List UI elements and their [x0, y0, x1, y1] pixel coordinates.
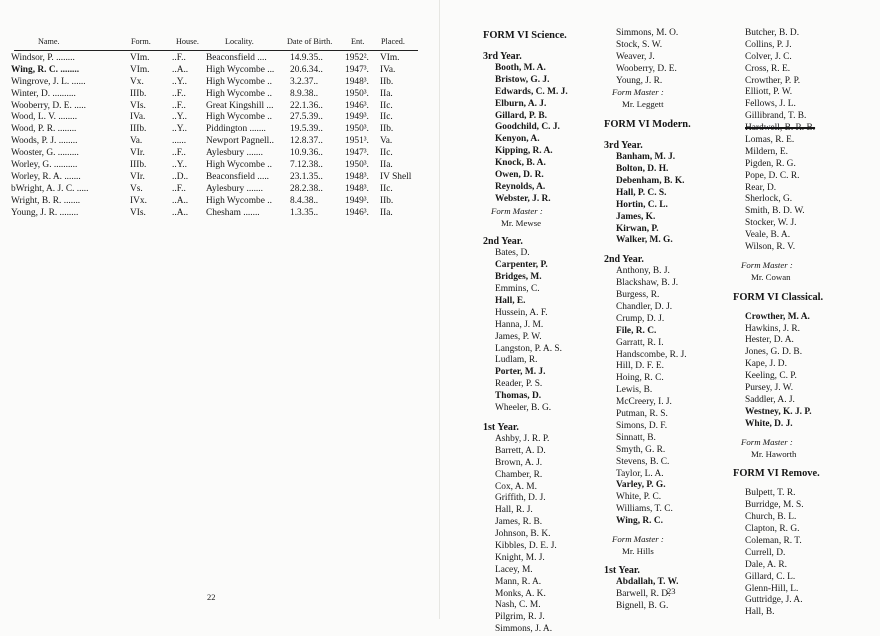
cell-locality: Great Kingshill ...	[206, 100, 274, 111]
list-item: White, P. C.	[616, 492, 662, 503]
list-item: Mildern, E.	[745, 146, 788, 157]
list-item: Ashby, J. R. P.	[495, 433, 550, 444]
list-item: Brown, A. J.	[495, 457, 543, 468]
cell-locality: Piddington .......	[206, 124, 266, 135]
cell-dob: 23.1.35..	[290, 171, 323, 182]
cell-dob: 22.1.36..	[290, 100, 323, 111]
form-master-label: Form Master :	[612, 87, 664, 98]
student-table	[0, 53, 440, 219]
cell-placed: IIc.	[380, 183, 393, 194]
list-item-bold: Crowther, M. A.	[745, 311, 810, 322]
cell-locality: High Wycombe ...	[206, 64, 275, 75]
list-item: Bates, D.	[495, 248, 530, 259]
cell-house: ..Y..	[172, 160, 187, 171]
list-item: Bignell, B. G.	[616, 600, 669, 611]
cell-house: ..F..	[172, 148, 186, 159]
list-item-bold: Bolton, D. H.	[616, 164, 669, 175]
cell-house: ..F..	[172, 53, 186, 63]
list-item: Jones, G. D. B.	[745, 347, 803, 358]
list-item: Garratt, R. I.	[616, 337, 664, 348]
list-item-bold: Banham, M. J.	[616, 152, 676, 163]
list-item: Elliott, P. W.	[745, 87, 793, 98]
list-item: Hall, R. J.	[495, 505, 533, 516]
cell-form: IIIb.	[130, 124, 147, 135]
cell-locality: High Wycombe ..	[206, 76, 272, 87]
list-item: Saddler, A. J.	[745, 394, 795, 405]
cell-form: IVx.	[130, 195, 147, 206]
list-item: Monks, A. K.	[495, 588, 546, 599]
form-master-label: Form Master :	[612, 533, 664, 544]
list-item: Lewis, B.	[616, 385, 653, 396]
list-item-bold: File, R. C.	[616, 325, 657, 336]
cell-form: Vx.	[130, 76, 144, 87]
cell-dob: 28.2.38..	[290, 183, 323, 194]
cell-dob: 14.9.35..	[290, 53, 323, 63]
header-dob: Date of Birth.	[287, 37, 333, 46]
header-placed: Placed.	[381, 37, 405, 46]
cell-house: ..A..	[172, 195, 189, 206]
header-locality: Locality.	[225, 37, 254, 46]
cell-placed: IVa.	[380, 64, 396, 75]
cell-name: Worley, R. A. .......	[11, 171, 81, 182]
list-item-bold: Varley, P. G.	[616, 480, 666, 491]
cell-ent: 1948³.	[345, 171, 369, 182]
list-item-bold: Debenham, B. K.	[616, 176, 685, 187]
cell-ent: 1946³.	[345, 207, 369, 218]
cell-dob: 1.3.35..	[290, 207, 319, 218]
list-item-bold: Westney, K. J. P.	[745, 406, 812, 417]
list-item-bold: Carpenter, P.	[495, 260, 548, 271]
list-item: Veale, B. A.	[745, 230, 791, 241]
list-item: Cox, A. M.	[495, 481, 537, 492]
year-heading: 1st Year.	[483, 421, 519, 433]
list-item: Smith, B. D. W.	[745, 206, 805, 217]
cell-form: VIr.	[130, 148, 145, 159]
cell-name: Wright, B. R. .......	[11, 195, 81, 206]
cell-name: Wing, R. C. ........	[11, 64, 80, 75]
list-item: Young, J. R.	[616, 75, 663, 86]
cell-dob: 12.8.37..	[290, 136, 323, 147]
list-item: Collins, P. J.	[745, 39, 792, 50]
table-row	[0, 148, 440, 160]
cell-house: ..A..	[172, 207, 189, 218]
cell-form: IVa.	[130, 112, 146, 123]
list-item: Hill, D. F. E.	[616, 361, 664, 372]
list-item: Lacey, M.	[495, 564, 533, 575]
list-item-bold: Bristow, G. J.	[495, 74, 550, 85]
list-item: Clapton, R. G.	[745, 524, 800, 535]
list-item-bold: Kenyon, A.	[495, 134, 540, 145]
cell-form: VIm.	[130, 53, 150, 63]
form-master-label: Form Master :	[491, 205, 543, 216]
list-item: McCreery, I. J.	[616, 397, 672, 408]
cell-house: ..F..	[172, 183, 186, 194]
cell-locality: Newport Pagnell..	[206, 136, 274, 147]
cell-dob: 10.9.36..	[290, 148, 323, 159]
list-item: Colver, J. C.	[745, 51, 792, 62]
cell-form: IIIb.	[130, 160, 147, 171]
cell-name: Windsor, P. ........	[11, 53, 75, 63]
cell-dob: 7.12.38..	[290, 160, 323, 171]
table-row	[0, 124, 440, 136]
list-item-bold: White, D. J.	[745, 418, 793, 429]
cell-locality: Chesham .......	[206, 207, 260, 218]
list-item: Emmins, C.	[495, 284, 540, 295]
list-item-bold: Gillard, P. B.	[495, 110, 548, 121]
cell-placed: IIb.	[380, 124, 394, 135]
list-item: Sinnatt, B.	[616, 432, 656, 443]
cell-form: VIs.	[130, 100, 146, 111]
list-item: Guttridge, J. A.	[745, 595, 803, 606]
cell-house: ..D..	[172, 171, 189, 182]
cell-placed: IIc.	[380, 112, 393, 123]
list-item: Barwell, R. D.	[616, 588, 671, 599]
list-item: James, R. B.	[495, 517, 543, 528]
list-item: Langston, P. A. S.	[495, 343, 562, 354]
cell-house: ..Y..	[172, 124, 187, 135]
table-row	[0, 208, 440, 220]
list-item: Gillibrand, T. B.	[745, 111, 807, 122]
list-item: Butcher, B. D.	[745, 28, 800, 38]
list-item: Fellows, J. L.	[745, 99, 796, 110]
left-page	[0, 0, 440, 619]
cell-placed: IIb.	[380, 195, 394, 206]
cell-placed: IIc.	[380, 148, 393, 159]
list-item: Wilson, R. V.	[745, 242, 796, 253]
list-item: Pursey, J. W.	[745, 383, 794, 394]
list-item-bold: Hall, E.	[495, 296, 526, 307]
cell-locality: Aylesbury .......	[206, 183, 263, 194]
list-item-bold: Bridges, M.	[495, 272, 542, 283]
cell-locality: High Wycombe ..	[206, 88, 272, 99]
column-1	[483, 28, 568, 636]
cell-ent: 1952².	[345, 53, 369, 63]
header-name: Name.	[38, 37, 60, 46]
cell-house: ..F..	[172, 88, 186, 99]
list-item-bold: Kirwan, P.	[616, 223, 659, 234]
form-heading: FORM VI Classical.	[733, 291, 824, 303]
list-item: Kape, J. D.	[745, 359, 787, 370]
list-item: Chandler, D. J.	[616, 302, 673, 313]
list-item-bold: Reynolds, A.	[495, 181, 546, 192]
table-row	[0, 65, 440, 77]
year-heading: 3rd Year.	[483, 51, 522, 62]
list-item: James, P. W.	[495, 331, 542, 342]
list-item-bold: Webster, J. R.	[495, 193, 551, 204]
cell-ent: 1947³.	[345, 64, 369, 75]
cell-name: Woods, P. J. ........	[11, 136, 78, 147]
cell-locality: Beaconsfield ....	[206, 53, 267, 63]
cell-locality: Beaconsfield .....	[206, 171, 270, 182]
list-item: Taylor, L. A.	[616, 468, 664, 479]
year-heading: 2nd Year.	[483, 236, 523, 248]
list-item: Bulpett, T. R.	[745, 488, 796, 499]
list-item: Weaver, J.	[616, 51, 655, 62]
cell-ent: 1950³.	[345, 160, 369, 171]
cell-house: ..A..	[172, 64, 189, 75]
column-2	[604, 28, 691, 612]
list-item-bold: Abdallah, T. W.	[616, 576, 679, 587]
header-form: Form.	[131, 37, 151, 46]
cell-house: ..Y..	[172, 112, 187, 123]
table-row	[0, 196, 440, 208]
right-page	[440, 0, 880, 635]
list-item: Griffith, D. J.	[495, 493, 546, 504]
list-item: Glenn-Hill, L.	[745, 583, 799, 594]
table-row	[0, 53, 440, 65]
list-item: Wheeler, B. G.	[495, 403, 552, 414]
cell-ent: 1949³.	[345, 112, 369, 123]
list-item: Simons, D. F.	[616, 420, 668, 431]
year-heading: 3rd Year.	[604, 140, 643, 152]
list-item: Williams, T. C.	[616, 504, 673, 515]
list-item: Cross, R. E.	[745, 63, 791, 74]
list-item-bold: James, K.	[616, 211, 656, 222]
form-master-label: Form Master :	[741, 259, 793, 270]
list-item: Stock, S. W.	[616, 39, 663, 50]
table-row	[0, 112, 440, 124]
list-item-bold: Walker, M. G.	[616, 235, 673, 246]
list-item: Nash, C. M.	[495, 600, 541, 611]
cell-locality: High Wycombe ..	[206, 112, 272, 123]
form-heading: FORM VI Science.	[483, 30, 567, 41]
cell-form: VIs.	[130, 207, 146, 218]
header-rule	[14, 50, 418, 51]
form-heading: FORM VI Modern.	[604, 119, 691, 131]
cell-form: Vs.	[130, 183, 143, 194]
cell-name: Wooster, G. .........	[11, 148, 79, 159]
table-header	[14, 37, 418, 49]
list-item-bold: Kipping, R. A.	[495, 146, 553, 157]
table-row	[0, 77, 440, 89]
cell-name: Young, J. R. ........	[11, 207, 79, 218]
cell-ent: 1949³.	[345, 195, 369, 206]
list-item: Pope, D. C. R.	[745, 170, 800, 181]
table-row	[0, 89, 440, 101]
column-3	[733, 28, 823, 619]
cell-ent: 1948³.	[345, 76, 369, 87]
list-item: Burgess, R.	[616, 290, 660, 301]
cell-dob: 20.6.34..	[290, 64, 323, 75]
cell-form: VIr.	[130, 171, 145, 182]
list-item: Stevens, B. C.	[616, 456, 670, 467]
list-item: Currell, D.	[745, 547, 786, 558]
year-heading: 2nd Year.	[604, 254, 644, 266]
form-master-name: Mr. Haworth	[751, 448, 797, 459]
list-item-bold: Hortin, C. L.	[616, 199, 668, 210]
cell-ent: 1951³.	[345, 136, 369, 147]
form-master-name: Mr. Cowan	[751, 271, 791, 282]
cell-name: Worley, G. ..........	[11, 160, 78, 171]
cell-house: ..F..	[172, 100, 186, 111]
list-item-bold: Goodchild, C. J.	[495, 122, 560, 133]
list-item: Church, B. L.	[745, 512, 797, 523]
list-item: Putman, R. S.	[616, 409, 668, 420]
cell-dob: 3.2.37..	[290, 76, 319, 87]
year-heading: 1st Year.	[604, 564, 640, 576]
form-heading: FORM VI Remove.	[733, 468, 820, 480]
list-item: Dale, A. R.	[745, 559, 787, 570]
list-item: Coleman, R. T.	[745, 535, 802, 546]
list-item: Hussein, A. F.	[495, 307, 548, 318]
list-item-bold: Porter, M. J.	[495, 367, 546, 378]
list-item-bold: Knock, B. A.	[495, 158, 546, 169]
list-item: Barrett, A. D.	[495, 445, 546, 456]
cell-placed: Va.	[380, 136, 393, 147]
table-row	[0, 184, 440, 196]
cell-form: IIIb.	[130, 88, 147, 99]
list-item-bold: Edwards, C. M. J.	[495, 86, 568, 97]
list-item: Lomas, R. E.	[745, 135, 795, 146]
cell-name: Winter, D. ..........	[11, 88, 76, 99]
list-item: Simmons, J. A.	[495, 624, 553, 635]
cell-form: Va.	[130, 136, 143, 147]
cell-house: ..Y..	[172, 76, 187, 87]
list-item: Anthony, B. J.	[616, 266, 670, 277]
list-item: Hester, D. A.	[745, 335, 794, 346]
list-item-bold: Hall, P. C. S.	[616, 187, 667, 198]
page-number-right: 23	[667, 586, 676, 596]
cell-ent: 1947³.	[345, 148, 369, 159]
cell-placed: IIa.	[380, 207, 393, 218]
list-item: Crowther, P. P.	[745, 75, 801, 86]
table-row	[0, 136, 440, 148]
list-item: Blackshaw, B. J.	[616, 278, 679, 289]
form-master-name: Mr. Leggett	[622, 99, 664, 110]
list-item: Simmons, M. O.	[616, 28, 679, 38]
cell-locality: High Wycombe ..	[206, 160, 272, 171]
cell-name: Wood, P. R. ........	[11, 124, 77, 135]
list-item-bold: Thomas, D.	[495, 391, 542, 402]
cell-dob: 19.5.39..	[290, 124, 323, 135]
form-master-label: Form Master :	[741, 436, 793, 447]
list-item: Reader, P. S.	[495, 379, 543, 390]
cell-name: Wood, L. V. ........	[11, 112, 78, 123]
list-item: Sherlock, G.	[745, 194, 793, 205]
form-master-name: Mr. Hills	[622, 545, 654, 556]
cell-form: VIm.	[130, 64, 150, 75]
cell-placed: IIc.	[380, 100, 393, 111]
cell-locality: Aylesbury .......	[206, 148, 263, 159]
list-item: Ludlam, R.	[495, 355, 538, 366]
list-item: Burridge, M. S.	[745, 500, 804, 511]
table-row	[0, 160, 440, 172]
list-item-struck: Hardwell, B. R. B.	[745, 123, 816, 134]
cell-placed: IIb.	[380, 76, 394, 87]
cell-house: ......	[172, 136, 187, 147]
list-item-bold: Wing, R. C.	[616, 516, 663, 527]
list-item: Handscombe, R. J.	[616, 349, 687, 360]
list-item: Pilgrim, R. J.	[495, 612, 545, 623]
list-item-bold: Booth, M. A.	[495, 63, 546, 73]
list-item: Smyth, G. R.	[616, 444, 666, 455]
list-item: Pigden, R. G.	[745, 158, 796, 169]
list-item-bold: Elburn, A. J.	[495, 98, 547, 109]
list-item: Gillard, C. L.	[745, 571, 796, 582]
list-item: Chamber, R.	[495, 469, 543, 480]
form-master-name: Mr. Mewse	[501, 217, 542, 228]
cell-locality: High Wycombe ..	[206, 195, 272, 206]
table-row	[0, 172, 440, 184]
list-item: Hanna, J. M.	[495, 319, 544, 330]
header-ent: Ent.	[351, 37, 365, 46]
list-item: Mann, R. A.	[495, 576, 542, 587]
cell-placed: VIm.	[380, 53, 400, 63]
list-item: Crump, D. J.	[616, 313, 665, 324]
page-number-left: 22	[207, 592, 216, 602]
list-item: Wooberry, D. E.	[616, 63, 677, 74]
list-item: Hoing, R. C.	[616, 373, 664, 384]
cell-dob: 8.4.38..	[290, 195, 319, 206]
cell-name: Wooberry, D. E. .....	[11, 100, 86, 111]
list-item: Hawkins, J. R.	[745, 323, 800, 334]
list-item: Knight, M. J.	[495, 552, 545, 563]
cell-placed: IIa.	[380, 160, 393, 171]
cell-dob: 8.9.38..	[290, 88, 319, 99]
cell-ent: 1948³.	[345, 183, 369, 194]
cell-ent: 1950³.	[345, 88, 369, 99]
header-house: House.	[176, 37, 199, 46]
cell-ent: 1946³.	[345, 100, 369, 111]
cell-name: bWright, A. J. C. .....	[11, 183, 89, 194]
list-item: Stocker, W. J.	[745, 218, 797, 229]
list-item-bold: Owen, D. R.	[495, 170, 544, 181]
cell-placed: IIa.	[380, 88, 393, 99]
list-item: Kibbles, D. E. J.	[495, 540, 557, 551]
cell-placed: IV Shell	[380, 171, 412, 182]
table-row	[0, 101, 440, 113]
list-item: Keeling, C. P.	[745, 371, 797, 382]
cell-ent: 1950³.	[345, 124, 369, 135]
list-item: Rear, D.	[745, 182, 777, 193]
list-item: Johnson, B. K.	[495, 529, 551, 540]
cell-name: Wingrove, J. L. ......	[11, 76, 86, 87]
cell-dob: 27.5.39..	[290, 112, 323, 123]
list-item: Hall, B.	[745, 607, 775, 618]
